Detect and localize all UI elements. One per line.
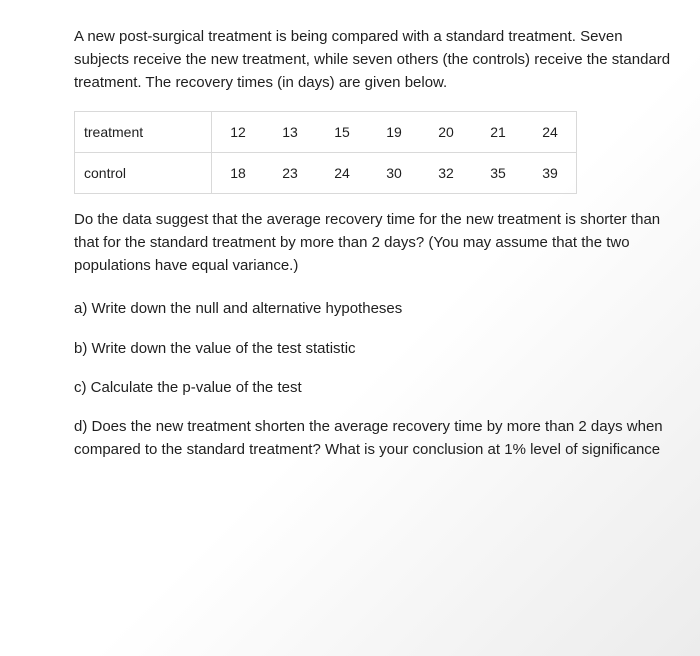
table-cell: 30 <box>368 153 420 194</box>
table-cell: 18 <box>212 153 265 194</box>
table-cell: 21 <box>472 112 524 153</box>
table-cell: 12 <box>212 112 265 153</box>
table-cell: 15 <box>316 112 368 153</box>
part-a-text: a) Write down the null and alternative hypotheses <box>74 300 403 317</box>
table-cell: 32 <box>420 153 472 194</box>
table-cell: 19 <box>368 112 420 153</box>
part-c-text: c) Calculate the p-value of the test <box>74 379 302 396</box>
table-cell: 20 <box>420 112 472 153</box>
table-row-control <box>75 153 577 194</box>
table-cell: 24 <box>316 153 368 194</box>
part-b-text: b) Write down the value of the test statistic <box>74 340 356 357</box>
question-paragraph: Do the data suggest that the average recovery time for the new treatment is shorter than that for the standard treatment by more than 2 days? (You may assume that the two populations have equal variance.) <box>74 211 661 274</box>
recovery-times-table <box>74 111 577 194</box>
row-label-control: control <box>75 153 212 194</box>
intro-paragraph: A new post-surgical treatment is being compared with a standard treatment. Seven subjects receive the new treatment, while seven others (the controls) receive the standard treatment. The recovery times (in days) are given below. <box>74 28 671 91</box>
table-cell: 39 <box>524 153 577 194</box>
part-d-text: d) Does the new treatment shorten the average recovery time by more than 2 days when compared to the standard treatment? What is your conclusion at 1% level of significance <box>74 418 663 458</box>
table-cell: 35 <box>472 153 524 194</box>
table-cell: 13 <box>264 112 316 153</box>
row-label-treatment: treatment <box>75 112 212 153</box>
table-cell: 24 <box>524 112 577 153</box>
table-row-treatment <box>75 112 577 153</box>
table-cell: 23 <box>264 153 316 194</box>
